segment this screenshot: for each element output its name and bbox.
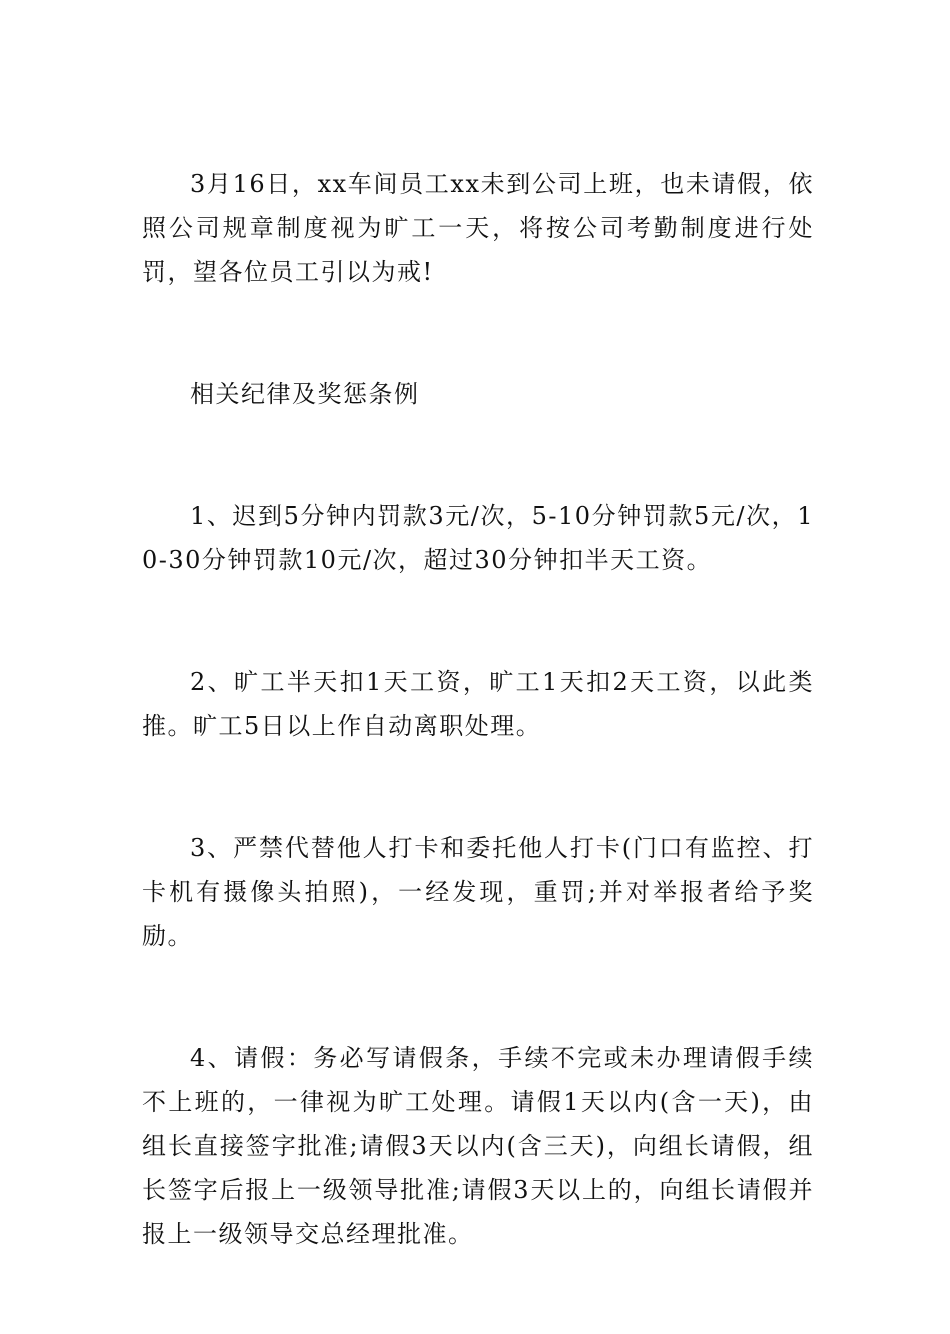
rule-item-1: 1、迟到5分钟内罚款3元/次，5-10分钟罚款5元/次，10-30分钟罚款10元/次，超过30分钟扣半天工资。: [142, 502, 814, 574]
document-body: [142, 162, 814, 1334]
rule-item-3: 3、严禁代替他人打卡和委托他人打卡(门口有监控、打卡机有摄像头拍照)，一经发现，重罚;并对举报者给予奖励。: [142, 834, 814, 950]
notice-paragraph: 3月16日，xx车间员工xx未到公司上班，也未请假，依照公司规章制度视为旷工一天，将按公司考勤制度进行处罚，望各位员工引以为戒!: [142, 170, 814, 286]
rule-item-4: 4、请假：务必写请假条，手续不完或未办理请假手续不上班的，一律视为旷工处理。请假1天以内(含一天)，由组长直接签字批准;请假3天以内(含三天)，向组长请假，组长签字后报上一级领导批准;请假3天以上的，向组长请假并报上一级领导交总经理批准。: [142, 1044, 814, 1248]
rule-item-2: 2、旷工半天扣1天工资，旷工1天扣2天工资，以此类推。旷工5日以上作自动离职处理。: [142, 668, 814, 740]
section-heading: 相关纪律及奖惩条例: [190, 380, 420, 408]
